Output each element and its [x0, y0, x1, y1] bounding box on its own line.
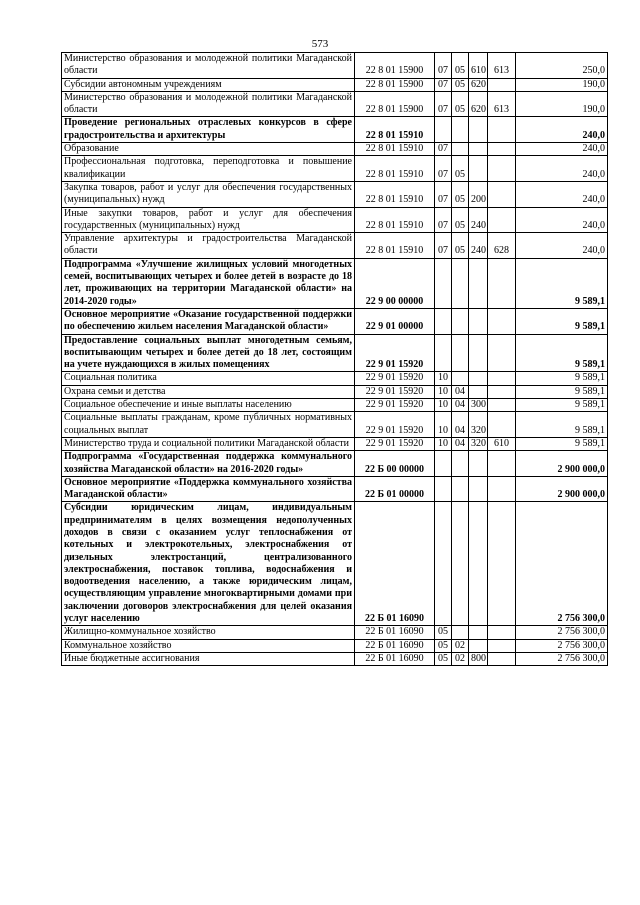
expense-type-cell	[469, 639, 488, 652]
subsection-code-cell: 04	[452, 412, 469, 438]
table-row	[62, 639, 608, 652]
expense-type-cell	[469, 372, 488, 385]
subsection-code-cell	[452, 626, 469, 639]
section-code-cell: 10	[435, 437, 452, 450]
row-name-cell: Проведение региональных отраслевых конкурсов в сфере градостроительства и архитектуры	[62, 117, 355, 143]
section-code-cell: 05	[435, 652, 452, 665]
subsection-code-cell: 02	[452, 652, 469, 665]
expense-type-cell: 610	[469, 53, 488, 79]
section-code-cell: 07	[435, 207, 452, 233]
section-code-cell: 07	[435, 53, 452, 79]
target-code-cell: 22 8 01 15910	[355, 233, 435, 259]
administrator-code-cell	[488, 156, 516, 182]
table-row	[62, 334, 608, 372]
expense-type-cell	[469, 308, 488, 334]
administrator-code-cell	[488, 207, 516, 233]
row-name-cell: Предоставление социальных выплат многодетным семьям, воспитывающим четырех и более детей до 18 лет, состоящим на учете нуждающихся в жилых помещениях	[62, 334, 355, 372]
expense-type-cell: 620	[469, 91, 488, 117]
row-name-cell: Субсидии юридическим лицам, индивидуальным предпринимателям в целях возмещения недополученных доходов в связи с оказанием услуг теплоснабжения от котельных и электрокотельных, электроснабжения от дизельных электростанций, централизованного электроснабжения, поставок топлива, водоснабжения и водоотведения населению, а также юридическим лицам, осуществляющим управление многоквартирными домами при заключении договоров электроснабжения для целей оказания услуг населению	[62, 502, 355, 626]
target-code-cell: 22 Б 01 16090	[355, 639, 435, 652]
row-name-cell: Подпрограмма «Улучшение жилищных условий многодетных семей, воспитывающих четырех и более детей в возрасте до 18 лет, проживающих на территории Магаданской области» на 2014-2020 годы»	[62, 258, 355, 308]
amount-cell: 240,0	[516, 181, 608, 207]
amount-cell: 2 756 300,0	[516, 639, 608, 652]
administrator-code-cell	[488, 502, 516, 626]
row-name-cell: Коммунальное хозяйство	[62, 639, 355, 652]
amount-cell: 240,0	[516, 117, 608, 143]
section-code-cell: 07	[435, 181, 452, 207]
expense-type-cell	[469, 334, 488, 372]
administrator-code-cell	[488, 143, 516, 156]
expense-type-cell	[469, 117, 488, 143]
amount-cell: 9 589,1	[516, 334, 608, 372]
expense-type-cell: 240	[469, 207, 488, 233]
section-code-cell	[435, 502, 452, 626]
amount-cell: 9 589,1	[516, 412, 608, 438]
table-row	[62, 258, 608, 308]
amount-cell: 240,0	[516, 143, 608, 156]
table-row	[62, 181, 608, 207]
administrator-code-cell: 610	[488, 437, 516, 450]
table-row	[62, 53, 608, 79]
row-name-cell: Жилищно-коммунальное хозяйство	[62, 626, 355, 639]
amount-cell: 9 589,1	[516, 258, 608, 308]
administrator-code-cell	[488, 639, 516, 652]
expense-type-cell	[469, 143, 488, 156]
target-code-cell: 22 9 01 15920	[355, 385, 435, 398]
section-code-cell: 05	[435, 626, 452, 639]
subsection-code-cell: 02	[452, 639, 469, 652]
section-code-cell	[435, 476, 452, 502]
table-row	[62, 412, 608, 438]
administrator-code-cell: 613	[488, 91, 516, 117]
target-code-cell: 22 8 01 15900	[355, 91, 435, 117]
budget-table-body	[62, 53, 608, 666]
administrator-code-cell	[488, 626, 516, 639]
row-name-cell: Министерство образования и молодежной политики Магаданской области	[62, 53, 355, 79]
target-code-cell: 22 9 01 00000	[355, 308, 435, 334]
table-row	[62, 476, 608, 502]
administrator-code-cell	[488, 385, 516, 398]
row-name-cell: Образование	[62, 143, 355, 156]
row-name-cell: Управление архитектуры и градостроительства Магаданской области	[62, 233, 355, 259]
section-code-cell: 10	[435, 385, 452, 398]
target-code-cell: 22 8 01 15900	[355, 53, 435, 79]
subsection-code-cell	[452, 308, 469, 334]
subsection-code-cell: 05	[452, 91, 469, 117]
row-name-cell: Охрана семьи и детства	[62, 385, 355, 398]
row-name-cell: Профессиональная подготовка, переподготовка и повышение квалификации	[62, 156, 355, 182]
amount-cell: 240,0	[516, 207, 608, 233]
table-row	[62, 156, 608, 182]
amount-cell: 2 900 000,0	[516, 476, 608, 502]
expense-type-cell: 320	[469, 412, 488, 438]
target-code-cell: 22 Б 01 00000	[355, 476, 435, 502]
section-code-cell	[435, 334, 452, 372]
section-code-cell	[435, 117, 452, 143]
target-code-cell: 22 9 00 00000	[355, 258, 435, 308]
target-code-cell: 22 9 01 15920	[355, 334, 435, 372]
table-row	[62, 652, 608, 665]
administrator-code-cell	[488, 399, 516, 412]
subsection-code-cell	[452, 258, 469, 308]
expense-type-cell	[469, 502, 488, 626]
administrator-code-cell: 628	[488, 233, 516, 259]
row-name-cell: Министерство труда и социальной политики Магаданской области	[62, 437, 355, 450]
target-code-cell: 22 Б 01 16090	[355, 652, 435, 665]
administrator-code-cell	[488, 412, 516, 438]
subsection-code-cell: 05	[452, 207, 469, 233]
subsection-code-cell	[452, 334, 469, 372]
subsection-code-cell	[452, 451, 469, 477]
subsection-code-cell	[452, 372, 469, 385]
table-row	[62, 143, 608, 156]
row-name-cell: Закупка товаров, работ и услуг для обеспечения государственных (муниципальных) нужд	[62, 181, 355, 207]
target-code-cell: 22 8 01 15910	[355, 156, 435, 182]
amount-cell: 2 756 300,0	[516, 626, 608, 639]
subsection-code-cell	[452, 117, 469, 143]
amount-cell: 2 900 000,0	[516, 451, 608, 477]
subsection-code-cell	[452, 502, 469, 626]
table-row	[62, 399, 608, 412]
subsection-code-cell: 04	[452, 399, 469, 412]
amount-cell: 2 756 300,0	[516, 652, 608, 665]
table-row	[62, 385, 608, 398]
target-code-cell: 22 8 01 15910	[355, 181, 435, 207]
row-name-cell: Иные бюджетные ассигнования	[62, 652, 355, 665]
row-name-cell: Субсидии автономным учреждениям	[62, 78, 355, 91]
table-row	[62, 502, 608, 626]
administrator-code-cell	[488, 258, 516, 308]
target-code-cell: 22 8 01 15910	[355, 143, 435, 156]
expense-type-cell	[469, 258, 488, 308]
section-code-cell: 10	[435, 412, 452, 438]
row-name-cell: Социальное обеспечение и иные выплаты населению	[62, 399, 355, 412]
section-code-cell: 07	[435, 143, 452, 156]
target-code-cell: 22 9 01 15920	[355, 399, 435, 412]
subsection-code-cell: 04	[452, 437, 469, 450]
administrator-code-cell	[488, 476, 516, 502]
subsection-code-cell: 04	[452, 385, 469, 398]
row-name-cell: Социальные выплаты гражданам, кроме публичных нормативных социальных выплат	[62, 412, 355, 438]
subsection-code-cell: 05	[452, 233, 469, 259]
row-name-cell: Основное мероприятие «Оказание государственной поддержки по обеспечению жильем населения Магаданской области»	[62, 308, 355, 334]
amount-cell: 9 589,1	[516, 399, 608, 412]
administrator-code-cell	[488, 451, 516, 477]
row-name-cell: Иные закупки товаров, работ и услуг для обеспечения государственных (муниципальных) нужд	[62, 207, 355, 233]
expense-type-cell: 800	[469, 652, 488, 665]
section-code-cell: 07	[435, 78, 452, 91]
row-name-cell: Министерство образования и молодежной политики Магаданской области	[62, 91, 355, 117]
administrator-code-cell	[488, 334, 516, 372]
section-code-cell	[435, 308, 452, 334]
table-row	[62, 372, 608, 385]
expense-type-cell: 320	[469, 437, 488, 450]
administrator-code-cell	[488, 372, 516, 385]
expense-type-cell	[469, 451, 488, 477]
budget-table	[61, 52, 608, 666]
expense-type-cell	[469, 156, 488, 182]
amount-cell: 9 589,1	[516, 372, 608, 385]
expense-type-cell: 200	[469, 181, 488, 207]
table-row	[62, 233, 608, 259]
expense-type-cell	[469, 626, 488, 639]
amount-cell: 2 756 300,0	[516, 502, 608, 626]
target-code-cell: 22 9 01 15920	[355, 372, 435, 385]
row-name-cell: Основное мероприятие «Поддержка коммунального хозяйства Магаданской области»	[62, 476, 355, 502]
amount-cell: 190,0	[516, 78, 608, 91]
amount-cell: 9 589,1	[516, 437, 608, 450]
subsection-code-cell	[452, 476, 469, 502]
expense-type-cell	[469, 385, 488, 398]
section-code-cell	[435, 258, 452, 308]
target-code-cell: 22 9 01 15920	[355, 437, 435, 450]
section-code-cell: 07	[435, 156, 452, 182]
table-row	[62, 626, 608, 639]
administrator-code-cell	[488, 652, 516, 665]
amount-cell: 9 589,1	[516, 385, 608, 398]
target-code-cell: 22 Б 00 00000	[355, 451, 435, 477]
administrator-code-cell: 613	[488, 53, 516, 79]
amount-cell: 250,0	[516, 53, 608, 79]
section-code-cell	[435, 451, 452, 477]
target-code-cell: 22 8 01 15910	[355, 207, 435, 233]
section-code-cell: 10	[435, 399, 452, 412]
subsection-code-cell: 05	[452, 53, 469, 79]
table-row	[62, 451, 608, 477]
expense-type-cell: 300	[469, 399, 488, 412]
row-name-cell: Подпрограмма «Государственная поддержка коммунального хозяйства Магаданской области» на 2016-2020 годы»	[62, 451, 355, 477]
administrator-code-cell	[488, 117, 516, 143]
table-row	[62, 117, 608, 143]
administrator-code-cell	[488, 308, 516, 334]
target-code-cell: 22 Б 01 16090	[355, 626, 435, 639]
table-row	[62, 207, 608, 233]
table-row	[62, 437, 608, 450]
administrator-code-cell	[488, 181, 516, 207]
amount-cell: 9 589,1	[516, 308, 608, 334]
table-row	[62, 308, 608, 334]
subsection-code-cell: 05	[452, 78, 469, 91]
amount-cell: 190,0	[516, 91, 608, 117]
target-code-cell: 22 9 01 15920	[355, 412, 435, 438]
section-code-cell: 07	[435, 91, 452, 117]
target-code-cell: 22 8 01 15910	[355, 117, 435, 143]
target-code-cell: 22 8 01 15900	[355, 78, 435, 91]
amount-cell: 240,0	[516, 233, 608, 259]
row-name-cell: Социальная политика	[62, 372, 355, 385]
subsection-code-cell	[452, 143, 469, 156]
section-code-cell: 05	[435, 639, 452, 652]
table-row	[62, 78, 608, 91]
table-row	[62, 91, 608, 117]
administrator-code-cell	[488, 78, 516, 91]
subsection-code-cell: 05	[452, 181, 469, 207]
page-number: 573	[311, 38, 329, 50]
section-code-cell: 07	[435, 233, 452, 259]
subsection-code-cell: 05	[452, 156, 469, 182]
amount-cell: 240,0	[516, 156, 608, 182]
target-code-cell: 22 Б 01 16090	[355, 502, 435, 626]
expense-type-cell	[469, 476, 488, 502]
section-code-cell: 10	[435, 372, 452, 385]
expense-type-cell: 240	[469, 233, 488, 259]
expense-type-cell: 620	[469, 78, 488, 91]
